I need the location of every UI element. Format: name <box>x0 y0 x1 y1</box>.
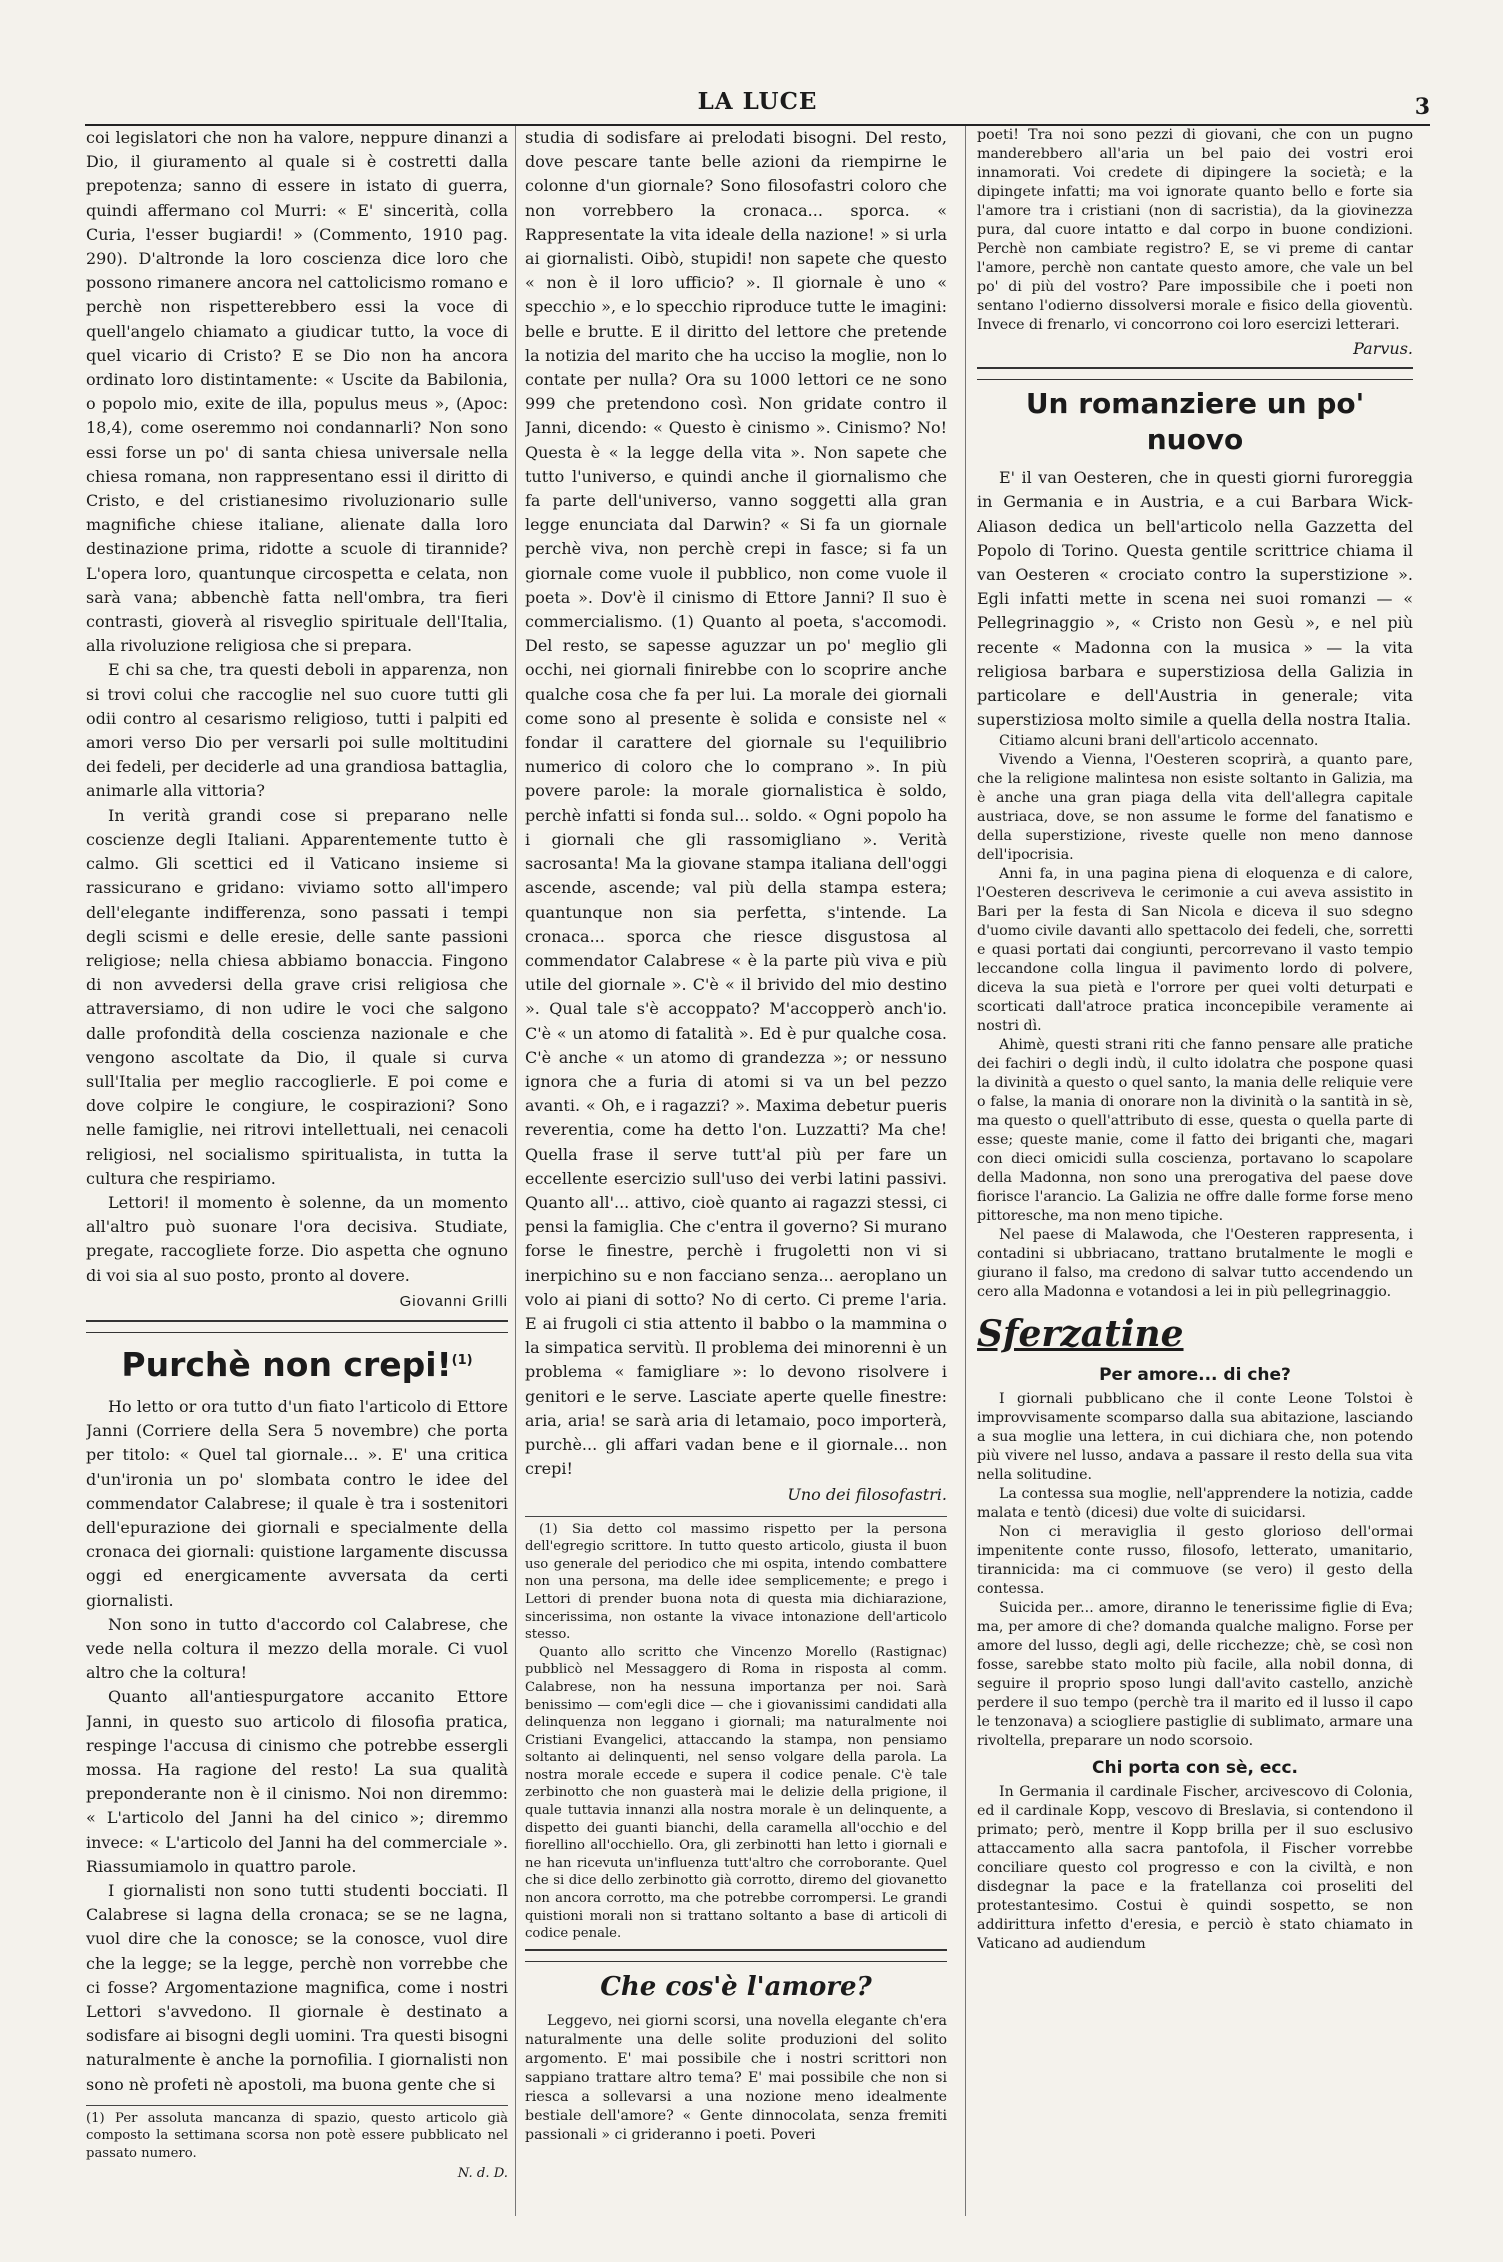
article-title <box>86 1339 508 1387</box>
paragraph: In Germania il cardinale Fischer, arcivescovo di Colonia, ed il cardinale Kopp, vescovo di Breslavia, si contendono il primato; però, mentre il Kopp brilla per il suo esclusivo attaccamento alla sacra pantofola, il Fischer vorrebbe conciliare questo col progresso e con la civiltà, e non disdegnar la pace e la fratellanza coi proseliti del protestantesimo. Costui è quindi sospetto, se non addirittura infetto d'eresia, e perciò è stato chiamato in Vaticano ad audiendum <box>977 1784 1413 1953</box>
paragraph: Vivendo a Vienna, l'Oesteren scoprirà, a quanto pare, che la religione malintesa non esiste soltanto in Galizia, ma è anche una gran piaga della vita dell'allegra capitale austriaca, dove, se non assume le forme del fanatismo e della superstizione, riveste quelle non meno dannose dell'ipocrisia. <box>977 752 1413 864</box>
article-title: Un romanziere un po' nuovo <box>1025 387 1365 457</box>
paragraph: Quanto all'antiespurgatore accanito Ettore Janni, in questo suo articolo di filosofia pratica, respinge l'accusa di cinismo che potrebbe essergli mossa. Ha ragione del resto! La sua qualità preponderante non è il cinismo. Noi non diremmo: « L'articolo del Janni ha del cinico »; diremmo invece: « L'articolo del Janni ha del commerciale ». Riassumiamolo in quattro parole. <box>86 1687 508 1876</box>
article-signature: Uno dei filosofastri. <box>787 1485 947 1505</box>
paragraph: Nel paese di Malawoda, che l'Oesteren rappresenta, i contadini si ubbriacano, trattano brutalmente le mogli e giurano il falso, ma credono di salvar tutto accendendo un cero alla Madonna e votandosi a lei in più pellegrinaggio. <box>977 1227 1413 1301</box>
article-title-text: Purchè non crepi! <box>121 1344 452 1384</box>
paragraph: In verità grandi cose si preparano nelle coscienze degli Italiani. Apparentemente tutto è calmo. Gli scettici ed il Vaticano insieme si rassicurano e gridano: viviamo sotto all'impero dell'elegante indifferenza, sono passati i tempi degli scismi e delle eresie, delle sante passioni religiose; nella chiesa abbiamo bonaccia. Fingono di non avvedersi della grave crisi religiosa che attraversiamo, di non udire le voci che salgono dalle profondità della coscienza nazionale e che vengono ascoltate da Dio, il quale si curva sull'Italia per meglio raccoglierle. E poi come e dove colpire le congiure, le cospirazioni? Sono nelle famiglie, nei ritrovi intellettuali, nei cenacoli religiosi, nel socialismo spiritualista, in tutta la cultura che respiriamo. <box>86 805 508 1188</box>
article-title: Che cos'è l'amore? <box>600 1971 872 2002</box>
footnote-text: (1) Sia detto col massimo rispetto per la persona dell'egregio scrittore. In tutto questo articolo, giusta il buon uso generale del periodico che mi ospita, intendo combattere non una persona, ma delle idee semplicemente; e prego i Lettori di prender buona nota di questa mia dichiarazione, sincerissima, non ostante la vivace intonazione dell'articolo stesso. <box>525 1521 947 1643</box>
paragraph: Lettori! il momento è solenne, da un momento all'altro può suonare l'ora decisiva. Studiate, pregate, raccogliete forze. Dio aspetta che ognuno di voi sia al suo posto, pronto al dovere. <box>86 1192 508 1285</box>
footnote-signature: N. d. D. <box>457 2165 508 2181</box>
paragraph: La contessa sua moglie, nell'apprendere la notizia, cadde malata e tentò (dicesi) due volte di suicidarsi. <box>977 1486 1413 1522</box>
paragraph: Anni fa, in una pagina piena di eloquenza e di calore, l'Oesteren descriveva le cerimonie a cui aveva assistito in Bari per la festa di San Nicola e diceva il suo sdegno d'uomo civile davanti allo spettacolo dei fedeli, che, sorretti e quasi portati dai congiunti, percorrevano il vasto tempio leccandone colla lingua il pavimento lordo di polvere, diceva la sua pietà e l'orrore per quei volti deturpati e scorticati dall'atroce pratica inconcepibile veramente ai nostri dì. <box>977 866 1413 1035</box>
paragraph: studia di sodisfare ai prelodati bisogni. Del resto, dove pescare tante belle azioni da riempirne le colonne d'un giornale? Sono filosofastri coloro che non vorrebbero la cronaca... sporca. « Rappresentate la vita ideale della nazione! » si urla ai giornalisti. Oibò, stupidi! non sapete che questo « non è il loro ufficio? ». Il giornale è uno « specchio », e lo specchio riproduce tutte le imagini: belle e brutte. E il diritto del lettore che pretende la notizia del marito che ha ucciso la moglie, non lo contate per nulla? Ora su 1000 lettori ce ne sono 999 che pretendono così. Non gridate contro il Janni, dicendo: « Questo è cinismo ». Cinismo? No! Questa è « la legge della vita ». Non sapete che tutto l'universo, e quindi anche il giornalismo che fa parte dell'universo, vanno soggetti alla gran legge enunciata dal Darwin? « Si fa un giornale perchè viva, non perchè crepi in fasce; si fa un giornale come vuole il pubblico, non come vuole il poeta ». Dov'è il cinismo di Ettore Janni? Il suo è commercialismo. (1) Quanto al poeta, s'accomodi. Del resto, se sapesse aguzzar un po' meglio gli occhi, nei giornali finirebbe con lo scoprire anche qualche cosa che fa per lui. La morale dei giornali come sono al presente è solida e consiste nel « fondar il carattere del giornale su l'equilibrio numerico di coloro che lo comprano ». In più povere parole: la morale giornalistica è soldo, perchè infatti si fonda sul... soldo. « Ogni popolo ha i giornali che gli rassomigliano ». Verità sacrosanta! Ma la giovane stampa italiana dell'oggi ascende, ascende; val più della stampa estera; quantunque non sia perfetta, s'intende. La cronaca... sporca che riesce disgustosa al commendator Calabrese « è la parte più viva e più utile del giornale ». C'è « il brivido del mio destino ». Qual tale s'è accoppato? M'accopperò anch'io. C'è « un atomo di fatalità ». Ed è pur qualche cosa. C'è anche « un atomo di grandezza »; or nessuno ignora che a furia di atomi si va un bel pezzo avanti. « Oh, e i ragazzi? ». Maxima debetur pueris reverentia, come ha detto l'on. Luzzatti? Ma che! Quella frase il serve tutt'al più per fare un eccellente esercizio sull'uso dei verbi latini passivi. Quanto all'... attivo, cioè quanto ai ragazzi stessi, ci pensi la famiglia. Che c'entra il governo? Si murano forse le finestre, perchè i frugoletti non vi si inerpichino su e non facciano senza... aeroplano un volo ai piani di sotto? No di certo. Ci preme l'aria. E ai frugoli ci stia attento il babbo o la mammina o la simpatica servitù. Il problema dei minorenni è un problema « famigliare »: lo devono risolvere i genitori e le serve. Lasciate aperte quelle finestre: aria, aria! se sarà aria di letamaio, poco importerà, purchè... gli affari vadan bene e il giornale... non crepi! <box>525 128 947 1479</box>
paragraph: Citiamo alcuni brani dell'articolo accennato. <box>999 733 1319 750</box>
section-divider <box>86 1320 508 1333</box>
paragraph: coi legislatori che non ha valore, neppure dinanzi a Dio, il giuramento al quale si è costretti dalla prepotenza; sanno di essere in istato di guerra, quindi affermano col Murri: « E' sincerità, colla Curia, l'esser bugiardi! » (Commento, 1910 pag. 290). D'altronde la loro coscienza dice loro che possono rimanere ancora nel cattolicismo romano e perchè non rispetterebbero essi la voce di quell'angelo chiamato a giudicar tutto, la voce di quel vicario di Cristo? E se Dio non ha ancora ordinato loro distintamente: « Uscite da Babilonia, o popolo mio, exite de illa, populus meus », (Apoc: 18,4), come oseremmo noi condannarli? Non sono essi forse un po' di santa chiesa universale nella chiesa romana, non rappresentano essi il diritto di Cristo, e del cristianesimo rivoluzionario sulle magnifiche chiese italiane, alienate dalla loro destinazione prima, ridotte a scuole di tirannide? L'opera loro, quantunque circospetta e celata, non sarà vana; abbenchè fatta nell'ombra, tra fieri contrasti, gioverà al risveglio spirituale dell'Italia, alla rivoluzione religiosa che si prepara. <box>86 128 508 656</box>
article-signature: Parvus. <box>1353 339 1413 358</box>
rubric-title: Sferzatine <box>977 1313 1184 1356</box>
paragraph: Ahimè, questi strani riti che fanno pensare alle pratiche dei fachiri o degli indù, il culto idolatra che pospone quasi la divinità a questo o quel santo, la mania delle reliquie vere o false, la mania di onorare non la divinità o la santità in sè, ma questo o quell'attributo di esse, questa o quella parte di esse; queste manie, come il fatto dei briganti che, magari con dieci omicidi sulla coscienza, portavano lo scapolare della Madonna, non sono una prerogativa del paese dove fiorisce l'arancio. La Galizia ne offre dalle forme forse meno pittoresche, ma non meno tipiche. <box>977 1037 1413 1225</box>
column-2 <box>525 126 947 2216</box>
paragraph: Ho letto or ora tutto d'un fiato l'articolo di Ettore Janni (Corriere della Sera 5 novembre) che porta per titolo: « Quel tal giornale... ». E' una critica d'un'ironia un po' slombata contro le idee del commendator Calabrese; il quale è tra i sostenitori dell'epurazione dei giornali e specialmente della cronaca dei giornali: quistione largamente discussa oggi ed energicamente avversata da certi giornalisti. <box>86 1396 508 1610</box>
paragraph: Non sono in tutto d'accordo col Calabrese, che vede nella coltura il mezzo della morale. Ci vuol altro che la coltura! <box>86 1614 508 1683</box>
section-subtitle: Per amore... di che? <box>1099 1365 1291 1386</box>
paragraph: Suicida per... amore, diranno le tenerissime figlie di Eva; ma, per amore di che? domanda qualche maligno. Forse per amore del lusso, degli agi, delle ricchezze; chè, se così non fosse, sarebbe stato molto più facile, alla nobil donna, di seguire il proprio sposo lungi dall'avito castello, anzichè perdere il suo tempo (perchè tra il marito ed il lusso il capo le tenzonava) a sciogliere pastiglie di sublimato, armare una rivoltella, preparare un nodo scorsoio. <box>977 1600 1413 1750</box>
article-signature: Giovanni Grilli <box>399 1292 508 1310</box>
paragraph: E chi sa che, tra questi deboli in apparenza, non si trovi colui che raccoglie nel suo cuore tutti gli odii contro al cesarismo religioso, tutti i palpiti ed amori verso Dio per versarli poi sulle moltitudini dei fedeli, per deciderle ad una grandiosa battaglia, animarle alla vittoria? <box>86 660 508 801</box>
footnote <box>86 2105 508 2182</box>
paragraph: poeti! Tra noi sono pezzi di giovani, che con un pugno manderebbero all'aria un bel paio dei vostri eroi innamorati. Voi credete di dipingere la società; e la dipingete infatti; ma voi ignorate quanto bello e forte sia l'amore tra i cristiani (non di sacristia), da la giovinezza pura, dal cuore intatto e dal corpo in buone condizioni. Perchè non cambiate registro? E, se vi preme di cantar l'amore, perchè non cantate questo amore, che vale un bel po' di più del vostro? Pare impossibile che i poeti non sentano l'odierno dissolversi morale e fisico della gioventù. Invece di frenarlo, vi concorrono coi loro esercizi letterari. <box>977 127 1413 333</box>
column-divider <box>965 126 966 2216</box>
paragraph: I giornali pubblicano che il conte Leone Tolstoi è improvvisamente scomparso dalla sua abitazione, lasciando a sua moglie una lettera, in cui dichiara che, non potendo più vivere nel lusso, andava a passare il resto della sua vita nella solitudine. <box>977 1391 1413 1484</box>
footnote-text: Quanto allo scritto che Vincenzo Morello (Rastignac) pubblicò nel Messaggero di Roma in risposta al comm. Calabrese, non ha nessuna importanza per noi. Sarà benissimo — com'egli dice — che i giovanissimi candidati alla delinquenza non leggano i giornali; ma naturalmente noi Cristiani Evangelici, attaccando la stampa, non pensiamo soltanto ai delinquenti, nel senso volgare della parola. La nostra morale eccede e supera il codice penale. C'è tale zerbinotto che non guasterà mai le delizie della prigione, il quale tuttavia innanzi alla nostra morale è un delinquente, a dispetto dei guanti bianchi, della caramella all'occhio e del fiorellino all'occhiello. Ora, gli zerbinotti han letto i giornali e ne han ricevuta un'influenza tutt'altro che corroborante. Quel che si dice dello zerbinotto già corrotto, diremo del giovanetto non ancora corrotto, ma che potrebbe corrompersi. Le grandi quistioni morali non si trattano soltanto a base di articoli di codice penale. <box>525 1644 947 1942</box>
paragraph: E' il van Oesteren, che in questi giorni furoreggia in Germania e in Austria, e a cui Barbara Wick-Aliason dedica un bell'articolo nella Gazzetta del Popolo di Torino. Questa gentile scrittrice chiama il van Oesteren « crociato contro la superstizione ». Egli infatti mette in scena nei suoi romanzi — « Pellegrinaggio », « Cristo non Gesù », e nel più recente « Madonna con la musica » — la vita religiosa barbara e superstiziosa della Galizia in particolare e dell'Austria in generale; vita superstiziosa molto simile a quella della nostra Italia. <box>977 468 1413 730</box>
paragraph: Leggevo, nei giorni scorsi, una novella elegante ch'era naturalmente una delle solite produzioni del solito argomento. E' mai possibile che i nostri scrittori non sappiano trattare altro tema? E' mai possibile che non si riesca a sollevarsi a una nozione meno idealmente bestiale dell'amore? « Gente dinnocolata, senza fremiti passionali » ci grideranno i poeti. Poveri <box>525 2012 947 2143</box>
column-3 <box>977 126 1413 2216</box>
masthead-title: LA LUCE <box>697 88 818 115</box>
footnote-marker: (1) <box>451 1352 473 1368</box>
footnote-text: (1) Per assoluta mancanza di spazio, questo articolo già composto la settimana scorsa non potè essere pubblicato nel passato numero. <box>86 2110 508 2162</box>
page-header <box>85 88 1430 126</box>
footnote <box>525 1516 947 1943</box>
column-1 <box>86 126 508 2216</box>
section-divider <box>525 1949 947 1962</box>
paragraph: Non ci meraviglia il gesto glorioso dell'ormai impenitente conte russo, filosofo, letterato, umanitario, tirannicida: ma ci commuove (se vero) il gesto della contessa. <box>977 1524 1413 1598</box>
column-divider <box>515 126 516 2216</box>
paragraph: I giornalisti non sono tutti studenti bocciati. Il Calabrese si lagna della cronaca; se se ne lagna, vuol dire che la conosce; se la conosce, vuol dire che la legge; se la legge, perchè non vorrebbe che ci fosse? Argomentazione magnifica, come i nostri Lettori s'avvedono. Il giornale è destinato a sodisfare ai bisogni degli uomini. Tra questi bisogni naturalmente è anche la pornofilia. I giornalisti non sono nè profeti nè apostoli, ma buona gente che si <box>86 1881 508 2094</box>
page-number: 3 <box>1414 94 1430 120</box>
section-divider <box>977 367 1413 380</box>
section-subtitle: Chi porta con sè, ecc. <box>1091 1758 1299 1779</box>
